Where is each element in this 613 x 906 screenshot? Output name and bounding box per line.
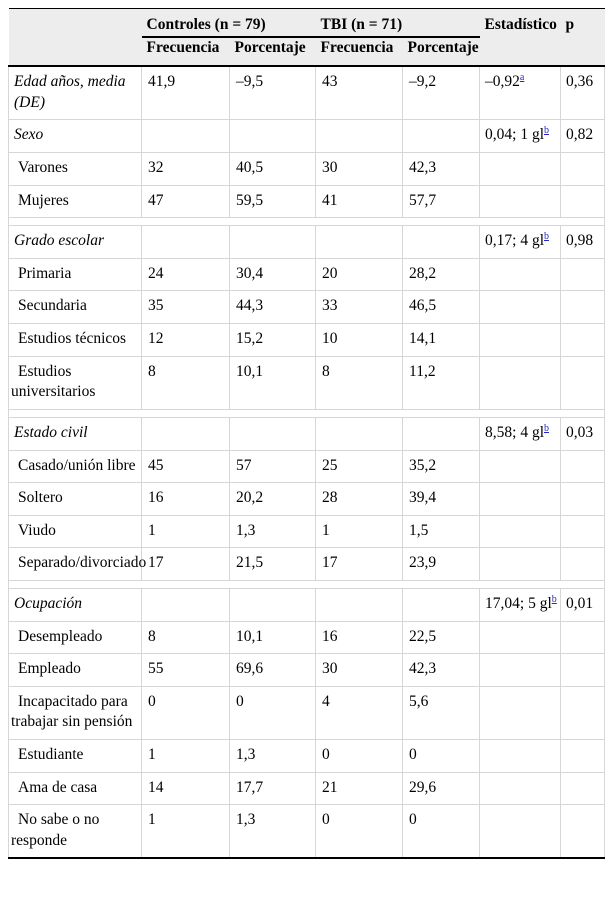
statistic-cell (480, 185, 561, 218)
spacer-cell (9, 409, 605, 417)
controls-frequency-cell: 1 (142, 515, 230, 548)
category-row (9, 153, 605, 186)
tbi-percentage-cell: 23,9 (403, 548, 480, 581)
row-label: Casado/unión libre (9, 450, 142, 483)
controls-percentage-cell: 30,4 (230, 258, 316, 291)
row-label: Estudios universitarios (9, 356, 142, 409)
p-value-cell (561, 356, 605, 409)
statistic-cell (480, 588, 561, 621)
p-value-cell (561, 153, 605, 186)
controls-percentage-cell: 1,3 (230, 515, 316, 548)
footnote-link-b[interactable]: b (551, 593, 557, 605)
statistic-cell (480, 120, 561, 153)
row-label: Incapacitado para trabajar sin pensión (9, 686, 142, 739)
tbi-percentage-cell (403, 120, 480, 153)
controls-frequency-cell: 12 (142, 324, 230, 357)
controls-frequency-cell: 45 (142, 450, 230, 483)
category-row (9, 772, 605, 805)
controls-percentage-cell: 44,3 (230, 291, 316, 324)
category-row (9, 291, 605, 324)
row-label: Edad años, media (DE) (9, 66, 142, 120)
section-spacer-row (9, 580, 605, 588)
tbi-frequency-cell (316, 588, 403, 621)
tbi-frequency-cell: 28 (316, 483, 403, 516)
controls-frequency-cell: 24 (142, 258, 230, 291)
tbi-percentage-cell: 0 (403, 805, 480, 859)
row-label: Desempleado (9, 621, 142, 654)
category-row (9, 654, 605, 687)
controls-group-header: Controles (n = 79) (142, 9, 316, 37)
tbi-frequency-cell: 30 (316, 654, 403, 687)
controls-frequency-cell: 1 (142, 740, 230, 773)
row-label: Ocupación (9, 588, 142, 621)
tbi-percentage-cell: 28,2 (403, 258, 480, 291)
controls-frequency-cell: 8 (142, 356, 230, 409)
statistic-cell (480, 258, 561, 291)
estadistico-header: Estadístico (480, 9, 561, 67)
p-value-cell (561, 450, 605, 483)
controls-percentage-cell: –9,5 (230, 66, 316, 120)
statistic-cell (480, 805, 561, 859)
tbi-frequency-cell: 43 (316, 66, 403, 120)
controls-percentage-header: Porcentaje (230, 37, 316, 67)
tbi-frequency-cell: 1 (316, 515, 403, 548)
row-label: Primaria (9, 258, 142, 291)
category-row (9, 324, 605, 357)
tbi-percentage-cell: 5,6 (403, 686, 480, 739)
corner-cell (9, 9, 142, 67)
category-row (9, 740, 605, 773)
demographics-table (8, 8, 605, 859)
statistic-cell (480, 621, 561, 654)
tbi-percentage-cell: 11,2 (403, 356, 480, 409)
statistic-value: 0,04; 1 gl (485, 126, 545, 144)
p-value-cell: 0,98 (561, 226, 605, 259)
statistic-cell (480, 515, 561, 548)
statistic-cell (480, 291, 561, 324)
category-row (9, 621, 605, 654)
p-value-cell (561, 621, 605, 654)
category-row (9, 515, 605, 548)
p-value-cell (561, 686, 605, 739)
tbi-frequency-cell: 0 (316, 805, 403, 859)
tbi-percentage-cell (403, 226, 480, 259)
tbi-frequency-cell: 16 (316, 621, 403, 654)
category-row (9, 450, 605, 483)
controls-frequency-cell: 0 (142, 686, 230, 739)
row-label: Empleado (9, 654, 142, 687)
statistic-cell (480, 740, 561, 773)
row-label: Ama de casa (9, 772, 142, 805)
p-value-cell (561, 258, 605, 291)
footnote-sup (544, 423, 549, 434)
row-label: Viudo (9, 515, 142, 548)
row-label: Estudios técnicos (9, 324, 142, 357)
controls-frequency-cell: 35 (142, 291, 230, 324)
row-label: No sabe o no responde (9, 805, 142, 859)
p-value-cell (561, 772, 605, 805)
table-body (9, 66, 605, 858)
footnote-link-b[interactable]: b (544, 125, 550, 137)
row-label: Soltero (9, 483, 142, 516)
controls-percentage-cell: 10,1 (230, 621, 316, 654)
controls-percentage-cell: 69,6 (230, 654, 316, 687)
statistic-cell (480, 66, 561, 120)
tbi-percentage-cell: 35,2 (403, 450, 480, 483)
controls-percentage-cell (230, 588, 316, 621)
tbi-group-header: TBI (n = 71) (316, 9, 480, 37)
tbi-frequency-cell: 10 (316, 324, 403, 357)
p-value-cell (561, 740, 605, 773)
statistic-cell (480, 226, 561, 259)
controls-percentage-cell: 57 (230, 450, 316, 483)
footnote-sup (544, 125, 549, 136)
tbi-frequency-cell: 20 (316, 258, 403, 291)
tbi-percentage-cell: 42,3 (403, 153, 480, 186)
spacer-cell (9, 218, 605, 226)
tbi-frequency-cell: 30 (316, 153, 403, 186)
controls-frequency-cell (142, 226, 230, 259)
controls-percentage-cell (230, 417, 316, 450)
tbi-frequency-cell: 33 (316, 291, 403, 324)
statistic-cell (480, 153, 561, 186)
controls-frequency-cell: 1 (142, 805, 230, 859)
tbi-percentage-cell: 22,5 (403, 621, 480, 654)
controls-percentage-cell: 1,3 (230, 805, 316, 859)
tbi-percentage-cell: 46,5 (403, 291, 480, 324)
tbi-frequency-cell (316, 226, 403, 259)
statistic-cell (480, 686, 561, 739)
row-label: Secundaria (9, 291, 142, 324)
controls-percentage-cell (230, 120, 316, 153)
statistic-cell (480, 417, 561, 450)
controls-percentage-cell: 21,5 (230, 548, 316, 581)
controls-frequency-cell: 47 (142, 185, 230, 218)
statistic-cell (480, 654, 561, 687)
row-label: Grado escolar (9, 226, 142, 259)
statistic-cell (480, 324, 561, 357)
p-value-cell: 0,36 (561, 66, 605, 120)
category-row (9, 548, 605, 581)
tbi-frequency-header: Frecuencia (316, 37, 403, 67)
footnote-sup (552, 594, 557, 605)
variable-row (9, 226, 605, 259)
controls-frequency-cell: 32 (142, 153, 230, 186)
tbi-percentage-cell: 57,7 (403, 185, 480, 218)
tbi-percentage-cell: 1,5 (403, 515, 480, 548)
controls-frequency-cell (142, 417, 230, 450)
tbi-frequency-cell: 4 (316, 686, 403, 739)
p-value-cell: 0,82 (561, 120, 605, 153)
tbi-frequency-cell: 8 (316, 356, 403, 409)
controls-frequency-cell (142, 120, 230, 153)
category-row (9, 805, 605, 859)
p-value-cell: 0,01 (561, 588, 605, 621)
p-value-cell (561, 654, 605, 687)
row-label: Varones (9, 153, 142, 186)
controls-percentage-cell: 0 (230, 686, 316, 739)
statistic-cell (480, 450, 561, 483)
variable-row (9, 66, 605, 120)
controls-percentage-cell: 10,1 (230, 356, 316, 409)
footnote-link-a[interactable]: a (519, 72, 525, 84)
controls-percentage-cell: 20,2 (230, 483, 316, 516)
section-spacer-row (9, 218, 605, 226)
category-row (9, 185, 605, 218)
controls-percentage-cell: 59,5 (230, 185, 316, 218)
tbi-frequency-cell (316, 120, 403, 153)
statistic-value: –0,92 (485, 73, 520, 91)
footnote-link-b[interactable]: b (544, 422, 550, 434)
tbi-frequency-cell: 41 (316, 185, 403, 218)
tbi-frequency-cell: 17 (316, 548, 403, 581)
row-label: Estado civil (9, 417, 142, 450)
p-value-cell (561, 515, 605, 548)
category-row (9, 356, 605, 409)
tbi-percentage-cell: 39,4 (403, 483, 480, 516)
tbi-percentage-header: Porcentaje (403, 37, 480, 67)
p-value-cell (561, 483, 605, 516)
p-value-cell (561, 291, 605, 324)
tbi-percentage-cell: 0 (403, 740, 480, 773)
statistic-value: 8,58; 4 gl (485, 423, 545, 441)
p-value-cell (561, 548, 605, 581)
row-label: Separado/divorciado (9, 548, 142, 581)
tbi-percentage-cell: –9,2 (403, 66, 480, 120)
table-header (9, 9, 605, 67)
statistic-value: 0,17; 4 gl (485, 232, 545, 250)
variable-row (9, 417, 605, 450)
section-spacer-row (9, 409, 605, 417)
spacer-cell (9, 580, 605, 588)
tbi-frequency-cell: 0 (316, 740, 403, 773)
p-value-cell (561, 185, 605, 218)
footnote-sup (520, 72, 524, 83)
tbi-frequency-cell: 21 (316, 772, 403, 805)
p-value-cell: 0,03 (561, 417, 605, 450)
row-label: Sexo (9, 120, 142, 153)
tbi-frequency-cell (316, 417, 403, 450)
controls-percentage-cell: 15,2 (230, 324, 316, 357)
statistic-cell (480, 356, 561, 409)
controls-frequency-header: Frecuencia (142, 37, 230, 67)
controls-frequency-cell (142, 588, 230, 621)
variable-row (9, 120, 605, 153)
controls-percentage-cell: 1,3 (230, 740, 316, 773)
footnote-sup (544, 231, 549, 242)
variable-row (9, 588, 605, 621)
group-header-row (9, 9, 605, 37)
p-value-cell (561, 324, 605, 357)
statistic-cell (480, 548, 561, 581)
controls-percentage-cell: 17,7 (230, 772, 316, 805)
tbi-percentage-cell: 29,6 (403, 772, 480, 805)
controls-frequency-cell: 17 (142, 548, 230, 581)
tbi-percentage-cell (403, 417, 480, 450)
controls-frequency-cell: 14 (142, 772, 230, 805)
controls-frequency-cell: 16 (142, 483, 230, 516)
statistic-cell (480, 483, 561, 516)
category-row (9, 258, 605, 291)
controls-frequency-cell: 8 (142, 621, 230, 654)
p-value-cell (561, 805, 605, 859)
controls-percentage-cell: 40,5 (230, 153, 316, 186)
footnote-link-b[interactable]: b (544, 231, 550, 243)
tbi-percentage-cell: 14,1 (403, 324, 480, 357)
tbi-percentage-cell (403, 588, 480, 621)
row-label: Estudiante (9, 740, 142, 773)
controls-frequency-cell: 41,9 (142, 66, 230, 120)
statistic-value: 17,04; 5 gl (485, 594, 552, 612)
controls-frequency-cell: 55 (142, 654, 230, 687)
tbi-percentage-cell: 42,3 (403, 654, 480, 687)
p-header: p (561, 9, 605, 67)
tbi-frequency-cell: 25 (316, 450, 403, 483)
category-row (9, 483, 605, 516)
statistic-cell (480, 772, 561, 805)
row-label: Mujeres (9, 185, 142, 218)
category-row (9, 686, 605, 739)
controls-percentage-cell (230, 226, 316, 259)
